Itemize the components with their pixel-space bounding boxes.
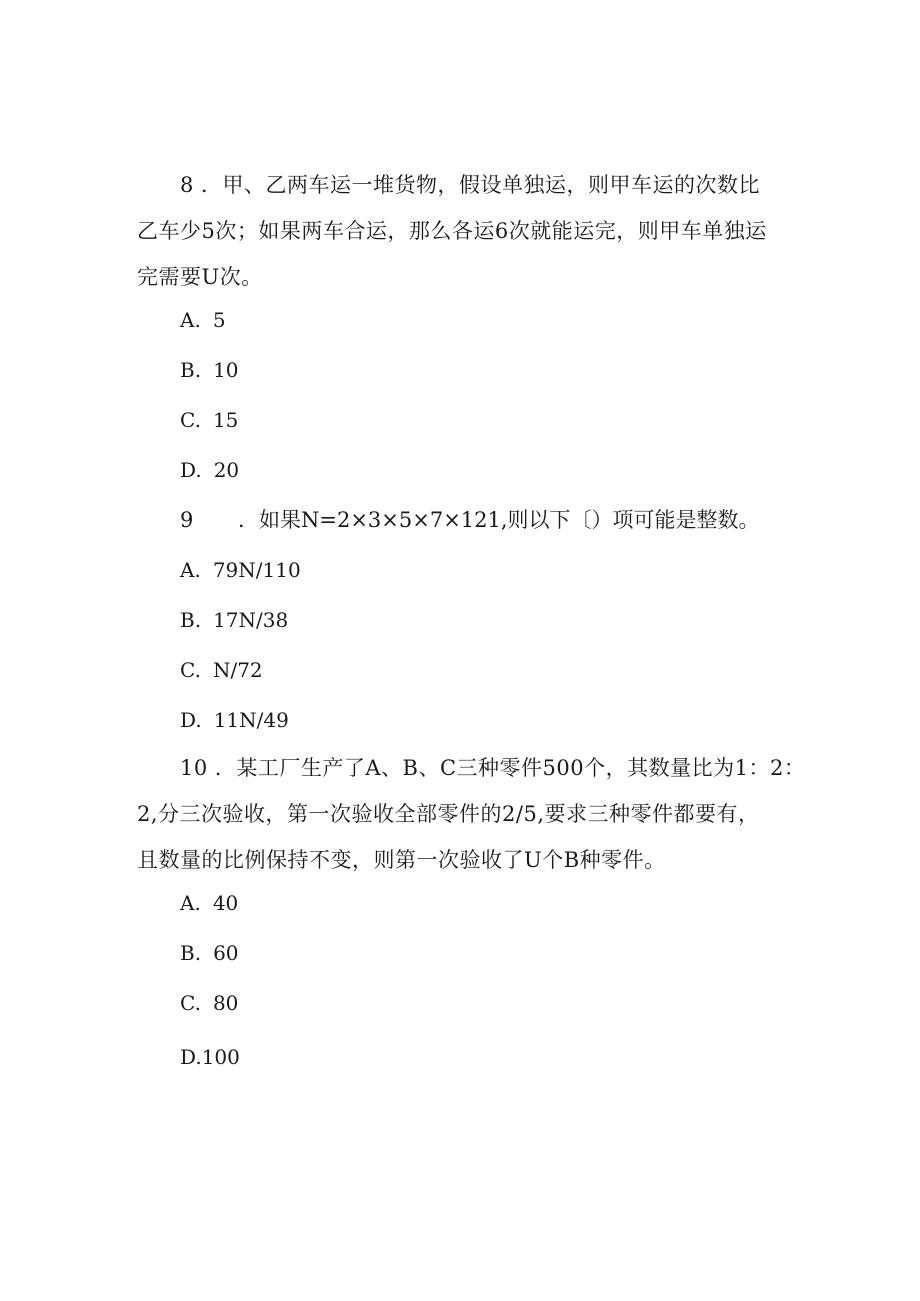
question-8-option-b [180, 355, 239, 385]
option-value: 20 [213, 458, 240, 482]
option-value: N/72 [212, 658, 263, 682]
option-label: A. [180, 891, 201, 915]
option-value: 100 [201, 1045, 240, 1069]
option-value: 17N/38 [213, 608, 289, 632]
option-value: 5 [212, 308, 226, 332]
question-8-option-a [180, 305, 226, 335]
question-8-option-c [180, 405, 238, 435]
question-10-line-1: 10 ．某工厂生产了A、B、C三种零件500个，其数量比为1：2： [180, 756, 806, 780]
option-label: B. [180, 608, 202, 632]
option-value: 80 [212, 991, 239, 1015]
question-10-line-2: 2,分三次验收，第一次验收全部零件的2/5,要求三种零件都要有， [137, 802, 760, 826]
option-label: C. [180, 658, 201, 682]
option-label: B. [180, 941, 202, 965]
option-label: A. [180, 558, 201, 582]
question-8-line-2: 乙车少5次；如果两车合运，那么各运6次就能运完，则甲车单独运 [137, 219, 767, 243]
option-label: D. [180, 458, 202, 482]
option-label: C. [180, 408, 201, 432]
option-value: 11N/49 [213, 708, 289, 732]
question-9-option-a [180, 555, 301, 585]
option-value: 10 [213, 358, 239, 382]
question-9-option-c [180, 655, 263, 685]
option-value: 15 [212, 408, 239, 432]
question-10-option-b [180, 938, 239, 968]
question-10-option-d [180, 1042, 240, 1072]
question-10-option-c [180, 988, 238, 1018]
option-label: C. [180, 991, 201, 1015]
question-10-line-3: 且数量的比例保持不变，则第一次验收了U个B种零件。 [137, 848, 666, 872]
option-label: B. [180, 358, 202, 382]
option-label: D. [180, 1045, 202, 1069]
question-8-option-d [180, 455, 239, 485]
option-value: 79N/110 [212, 558, 301, 582]
question-8-line-3: 完需要U次。 [137, 265, 263, 289]
question-8-line-1: 8 ．甲、乙两车运一堆货物，假设单独运，则甲车运的次数比 [180, 173, 761, 197]
question-9-option-d [180, 705, 289, 735]
question-9-number: 9 [180, 508, 194, 532]
option-value: 40 [212, 891, 239, 915]
option-label: A. [180, 308, 201, 332]
option-value: 60 [213, 941, 239, 965]
question-9-option-b [180, 605, 288, 635]
option-label: D. [180, 708, 202, 732]
question-9-text: ．如果N=2×3×5×7×121,则以下〔）项可能是整数。 [238, 508, 760, 532]
question-10-option-a [180, 888, 238, 918]
